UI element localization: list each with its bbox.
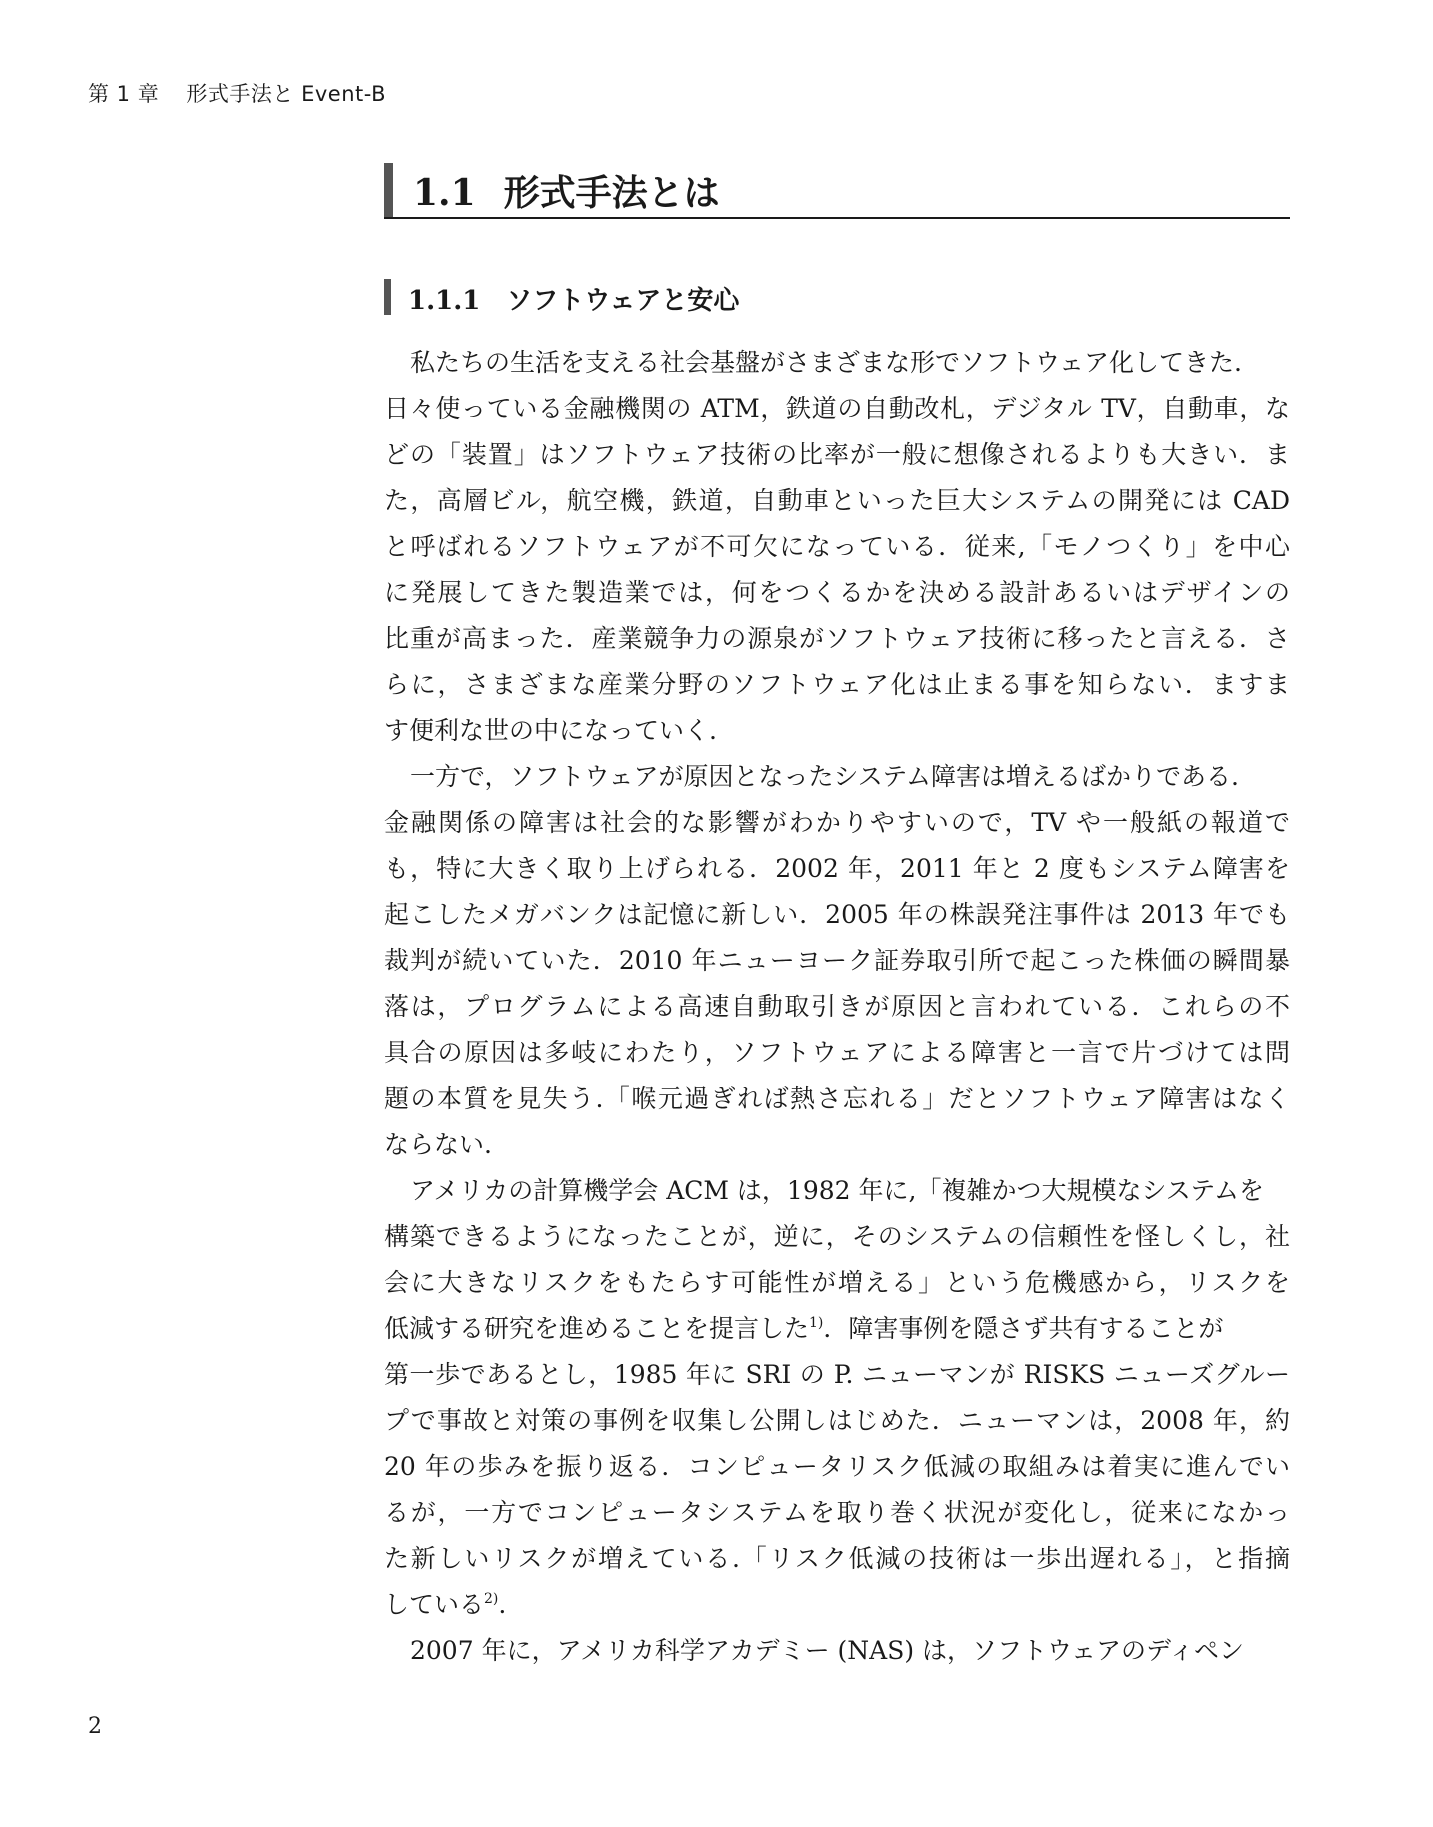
running-header [88, 78, 386, 108]
subsection-heading-bar [384, 279, 391, 315]
paragraph-3-line: 20 年の歩みを振り返る．コンピュータリスク低減の取組みは着実に進んでい [384, 1452, 1290, 1481]
paragraph-3-line: た新しいリスクが増えている.「リスク低減の技術は一歩出遅れる」，と指摘 [384, 1544, 1290, 1573]
line-text: 低減する研究を進めることを提言した [384, 1314, 810, 1343]
line-text-tail: . [498, 1590, 507, 1619]
subsection-title [408, 280, 739, 317]
paragraph-1-line: に発展してきた製造業では，何をつくるかを決める設計あるいはデザインの [384, 578, 1290, 607]
subsection-number: 1.1.1 [408, 286, 481, 316]
section-title-text: 形式手法とは [503, 172, 720, 214]
footnote-ref-2: 2) [484, 1591, 499, 1607]
chapter-title: 形式手法と Event-B [186, 82, 386, 106]
paragraph-1-line: らに，さまざまな産業分野のソフトウェア化は止まる事を知らない．ますま [384, 670, 1290, 699]
paragraph-3-line: るが，一方でコンピュータシステムを取り巻く状況が変化し，従来になかっ [384, 1498, 1290, 1527]
paragraph-1-line: た，高層ビル，航空機，鉄道，自動車といった巨大システムの開発には CAD [384, 486, 1290, 515]
paragraph-1-line: と呼ばれるソフトウェアが不可欠になっている．従来,「モノつくり」を中心 [384, 532, 1290, 561]
section-number: 1.1 [413, 172, 476, 214]
paragraph-2-line: 具合の原因は多岐にわたり，ソフトウェアによる障害と一言で片づけては問 [384, 1038, 1290, 1067]
subsection-title-text: ソフトウェアと安心 [506, 286, 740, 316]
paragraph-2-line: 裁判が続いていた．2010 年ニューヨーク証券取引所で起こった株価の瞬間暴 [384, 946, 1290, 975]
paragraph-2-line: 金融関係の障害は社会的な影響がわかりやすいので，TV や一般紙の報道で [384, 808, 1290, 837]
section-heading-bar [384, 163, 393, 217]
paragraph-3-line: 第一歩であるとし，1985 年に SRI の P. ニューマンが RISKS ニューズグルー [384, 1360, 1290, 1389]
section-heading [384, 163, 1290, 219]
paragraph-3-line [384, 1582, 1290, 1628]
paragraph-2-line: 落は，プログラムによる高速自動取引きが原因と言われている．これらの不 [384, 992, 1290, 1021]
body-text [384, 340, 1290, 1674]
paragraph-1-line: す便利な世の中になっていく. [384, 716, 717, 745]
paragraph-3-line: 会に大きなリスクをもたらす可能性が増える」という危機感から，リスクを [384, 1268, 1290, 1297]
paragraph-3-line: アメリカの計算機学会 ACM は，1982 年に,「複雑かつ大規模なシステムを [410, 1176, 1264, 1205]
page-number: 2 [88, 1714, 102, 1739]
paragraph-2-line: ならない. [384, 1130, 492, 1159]
paragraph-3-line: プで事故と対策の事例を収集し公開しはじめた．ニューマンは，2008 年，約 [384, 1406, 1290, 1435]
paragraph-4-line: 2007 年に，アメリカ科学アカデミー (NAS) は，ソフトウェアのディペン [410, 1636, 1245, 1665]
section-title [413, 165, 720, 216]
paragraph-3-line: 構築できるようになったことが，逆に，そのシステムの信頼性を怪しくし，社 [384, 1222, 1290, 1251]
paragraph-2-line: 起こしたメガバンクは記憶に新しい．2005 年の株誤発注事件は 2013 年でも [384, 900, 1290, 929]
paragraph-2-line: も，特に大きく取り上げられる．2002 年，2011 年と 2 度もシステム障害を [384, 854, 1290, 883]
line-text: している [384, 1590, 485, 1619]
footnote-ref-1: 1) [809, 1315, 824, 1331]
paragraph-1-line: どの「装置」はソフトウェア技術の比率が一般に想像されるよりも大きい．ま [384, 440, 1290, 469]
paragraph-1-line: 比重が高まった．産業競争力の源泉がソフトウェア技術に移ったと言える．さ [384, 624, 1290, 653]
paragraph-3-line [384, 1306, 1290, 1352]
paragraph-1-line: 私たちの生活を支える社会基盤がさまざまな形でソフトウェア化してきた. [410, 348, 1242, 377]
paragraph-2-line: 題の本質を見失う.「喉元過ぎれば熱さ忘れる」だとソフトウェア障害はなく [384, 1084, 1290, 1113]
subsection-heading [384, 279, 984, 315]
paragraph-1-line: 日々使っている金融機関の ATM，鉄道の自動改札，デジタル TV，自動車，な [384, 394, 1290, 423]
chapter-label: 第 1 章 [88, 82, 160, 106]
paragraph-2-line: 一方で，ソフトウェアが原因となったシステム障害は増えるばかりである. [410, 762, 1239, 791]
line-text-tail: ．障害事例を隠さず共有することが [823, 1314, 1224, 1343]
